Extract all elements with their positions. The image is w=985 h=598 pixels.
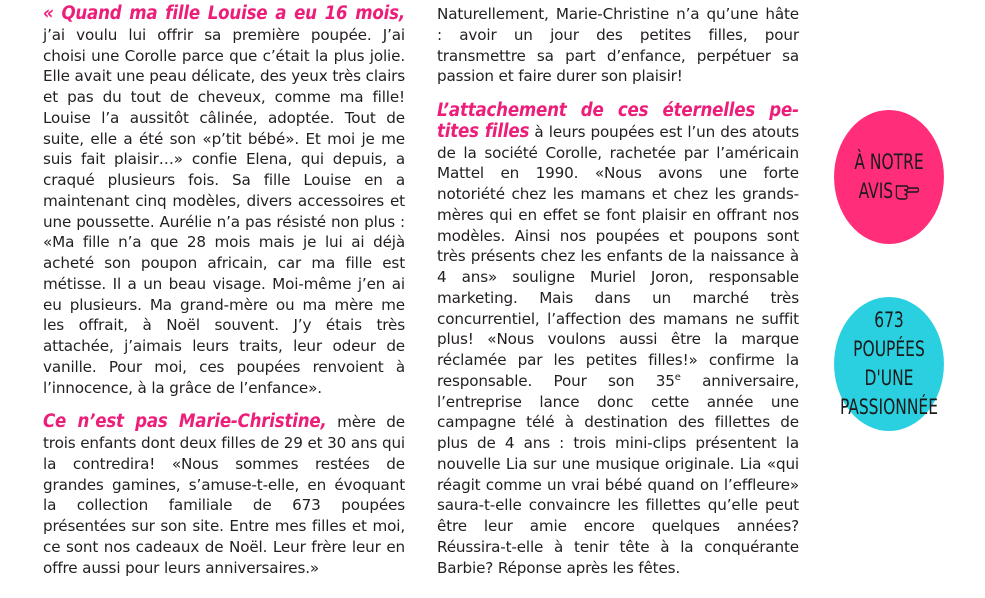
paragraph-text: j’ai voulu lui offrir sa première poupée. J’ai choisi une Corolle parce que c’était la plus jolie. Elle avait une peau délicate, des yeux très clairs et pas du tout de cheveux, comme ma fille! Louise l’a aussitôt câlinée, adoptée. Tout de suite, elle a été son «p’tit bébé». Et moi je me suis fait plaisir…» confie Elena, qui depuis, a craqué plusieurs fois. Sa fille Louise en a maintenant cinq modèles, divers accessoires et une poussette. Aurélie n’a pas résisté non plus : «Ma fille n’a que 28 mois mais je lui ai déjà acheté son poupon africain, car ma fille est métisse. Il a un beau visage. Moi-même j’en ai eu plusieurs. Ma grand-mère ou ma mère me les offrait, à Noël souvent. J’y étais très attachée, j’aimais leurs traits, leur odeur de vanille. Pour moi, ces poupées renvoient à l’innocence, à la grâce de l’enfance». xyxy=(43,25,405,397)
a-notre-avis-badge[interactable] xyxy=(834,110,944,244)
badge-line: POUPÉES D'UNE xyxy=(853,337,925,390)
badge-line xyxy=(859,177,920,206)
paragraph xyxy=(43,412,405,578)
pointing-hand-icon xyxy=(895,181,920,203)
badge-number: 673 xyxy=(874,308,904,332)
lead-in-heading: L’attachement de ces éternelles petites filles xyxy=(437,100,799,142)
collection-count-badge xyxy=(834,297,944,431)
paragraph-text: Naturellement, Marie-Christine n’a qu’une hâte : avoir un jour des petites filles, pour transmettre sa part d’enfance, perpétuer sa passion et faire durer son plaisir! xyxy=(437,5,799,86)
article-column-left xyxy=(43,4,405,578)
badge-line: À NOTRE xyxy=(854,150,924,174)
lead-in-heading: « Quand ma fille Louise a eu 16 mois, xyxy=(43,3,405,24)
badge-line-text: AVIS xyxy=(858,179,894,203)
article-column-right xyxy=(437,4,799,578)
paragraph xyxy=(437,101,799,578)
paragraph-text: mère de trois enfants dont deux filles de 29 et 30 ans qui la contredira! «Nous sommes restées de grandes gamines, s’amuse-t-elle, en évoquant la collection familiale de 673 poupées présentées sur son site. Entre mes filles et moi, ce sont nos cadeaux de Noël. Leur frère leur en offre aussi pour leurs anniversaires.» xyxy=(43,413,405,577)
paragraph-text: à leurs poupées est l’un des atouts de la société Corolle, rachetée par l’américain Mattel en 1990. «Nous avons une forte notoriété chez les mamans et chez les grands-mères qui en effet se font plaisir en offrant nos modèles. Ainsi nos poupées et poupons sont très présents chez les enfants de la naissance à 4 ans» souligne Muriel Joron, responsable marketing. Mais dans un marché très concurrentiel, l’affection des mamans ne suffit plus! «Nous voulons aussi être la marque réclamée par les petites filles!» confirme la responsable. Pour son 35 xyxy=(437,122,799,390)
lead-in-heading: Ce n’est pas Marie-Christine, xyxy=(43,411,327,433)
paragraph xyxy=(437,4,799,87)
paragraph-text: anniversaire, l’entreprise lance donc cette année une campagne télé à destination des fillettes de plus de 4 ans : trois mini-clips présentent la nouvelle Lia sur une musique originale. Lia «qui réagit comme un vrai bébé quand on l’effleure» saura-t-elle convaincre les fillettes qu’elle peut être leur amie encore quelques années? Réussira-t-elle à tenir tête à la conquérante Barbie? Réponse après les fêtes. xyxy=(437,371,799,577)
badge-line: PASSIONNÉE xyxy=(839,395,939,419)
paragraph xyxy=(43,4,405,398)
superscript: e xyxy=(674,371,681,383)
